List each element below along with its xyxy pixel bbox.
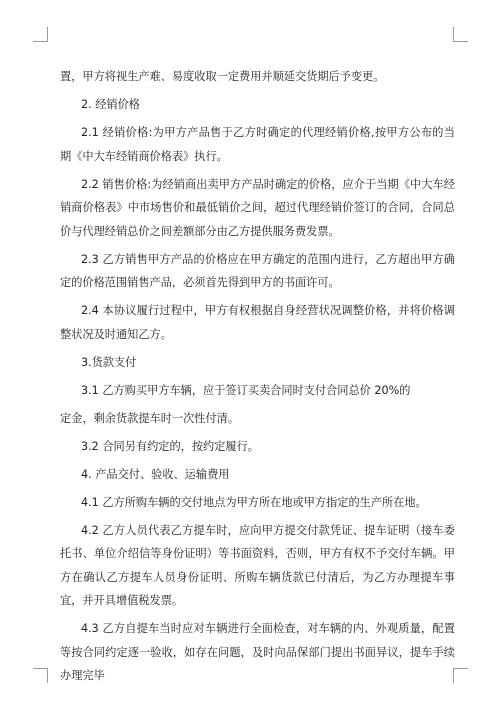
clause-3-1: 3.1 乙方购买甲方车辆，应于签订买卖合同时支付合同总价 20%的 [81, 383, 411, 397]
clause-4-2: 4.2 乙方人员代表乙方提车时，应向甲方提交付款凭证、提车证明（接车委托书、单位介绍信等身份证明）等书面资料，否则，甲方有权不予交付车辆。甲方在确认乙方提车人员身份证明、所购车辆货款已付清后，为乙方办理提车事宜，并开具增值税发票。 [60, 523, 455, 607]
clause-2-2: 2.2 销售价格:为经销商出卖甲方产品时确定的价格，应介于当期《中大车经销商价格表》中市场售价和最低销价之间，超过代理经销价签订的合同，合同总价与代理经销总价之间差额部分由乙方提供服务费发票。 [60, 177, 455, 238]
clause-2-1: 2.1 经销价格:为甲方产品售于乙方时确定的代理经销价格,按甲方公布的当期《中大车经销商价格表》执行。 [60, 126, 455, 163]
crop-mark-top-left [33, 27, 48, 42]
section-heading-delivery: 4. 产品交付、验收、运输费用 [81, 467, 230, 481]
section-heading-pricing: 2. 经销价格 [81, 98, 140, 111]
clause-3-1-continuation: 定金，剩余货款提车时一次性付清。 [60, 411, 240, 425]
clause-3-2: 3.2 合同另有约定的，按约定履行。 [81, 439, 259, 453]
crop-mark-bottom-right [453, 668, 468, 683]
paragraph-continuation: 置，甲方将视生产难、易度收取一定费用并顺延交货期后予变更。 [60, 70, 385, 83]
document-body [60, 65, 455, 692]
crop-mark-bottom-left [33, 668, 48, 683]
clause-4-3: 4.3 乙方自提车当时应对车辆进行全面检查，对车辆的内、外观质量，配置等按合同约定逐一验收，如存在问题，及时向品保部门提出书面异议，提车手续办理完毕 [60, 622, 455, 682]
clause-4-1: 4.1 乙方所购车辆的交付地点为甲方所在地或甲方指定的生产所在地。 [81, 495, 427, 509]
crop-mark-top-right [453, 27, 468, 42]
clause-2-4: 2.4 本协议履行过程中，甲方有权根据自身经营状况调整价格，并将价格调整状况及时通知乙方。 [60, 304, 455, 341]
clause-2-3: 2.3 乙方销售甲方产品的价格应在甲方确定的范围内进行，乙方超出甲方确定的价格范围销售产品，必须首先得到甲方的书面许可。 [60, 252, 455, 289]
section-heading-payment: 3.货款支付 [81, 355, 137, 369]
